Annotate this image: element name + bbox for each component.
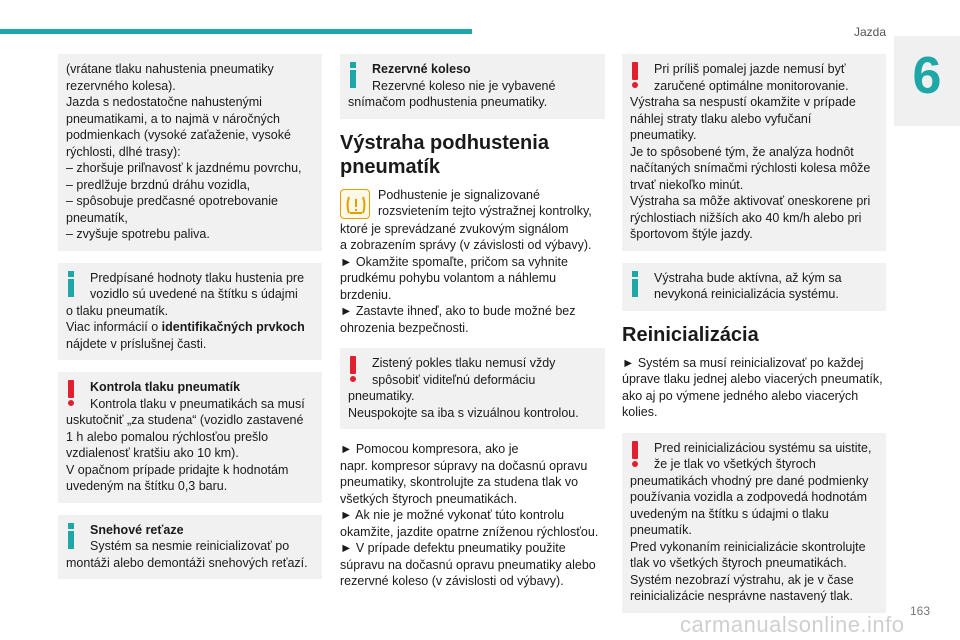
text-line: a zobrazením správy (v závislosti od výbavy).: [340, 238, 592, 252]
text-line: ► Okamžite spomaľte, pričom sa vyhnite: [340, 254, 568, 269]
info-icon: [68, 523, 74, 549]
section-heading-reinitialisation: Reinicializácia: [622, 323, 759, 346]
warning-icon: [632, 441, 638, 467]
box-text: nevykoná reinicializácia systému.: [654, 287, 839, 301]
text-line: ktoré je sprevádzané zvukovým signálom: [340, 221, 569, 236]
text-line: vzdialenosť kratšiu ako 10 km).: [66, 446, 239, 460]
watermark: carmanualsonline.info: [680, 612, 905, 637]
text-line: ako aj po výmene jedného alebo viacerých: [622, 388, 859, 403]
text-line: pneumatík.: [630, 523, 692, 537]
text-line: napr. kompresor súpravy na dočasnú opravu: [340, 458, 588, 473]
info-text: o tlaku pneumatík.: [66, 303, 169, 318]
box-text: [66, 412, 314, 495]
info-icon: [632, 271, 638, 297]
text-line: ► V prípade defektu pneumatiky použite: [340, 541, 566, 555]
info-icon: [350, 62, 356, 88]
warning-icon: [350, 356, 356, 382]
text-line: súpravu na dočasnú opravu pneumatiky alebo: [340, 557, 596, 572]
box-text: že je tlak vo všetkých štyroch: [654, 457, 816, 471]
text-line: úprave tlaku jednej alebo viacerých pneumatík,: [622, 372, 883, 386]
box-title: Kontrola tlaku pneumatík: [90, 380, 241, 394]
text-line: – predlžuje brzdnú dráhu vozidla,: [66, 177, 251, 192]
box-text: [348, 388, 597, 421]
text-line: ohrozenia bezpečnosti.: [340, 320, 469, 335]
box-text: Rezervné koleso nie je vybavené: [372, 78, 556, 93]
text-line: reinicializácie nesprávne nastavený tlak.: [630, 589, 854, 603]
text-line: rezervné koleso (v závislosti od výbavy).: [340, 574, 564, 588]
text-line: športovom štýle jazdy.: [630, 227, 753, 241]
text-line: – zhoršuje priľnavosť k jazdnému povrchu,: [66, 161, 302, 175]
text-line: uvedeným na štítku 0,3 baru.: [66, 479, 228, 493]
underinflation-instructions: Podhustenie je signalizované rozsvietením tejto výstražnej kontrolky, ktoré je sprevádzané zvukovým signálom a zobrazením správy (v závislosti od výbavy). ► Okamžite spomaľte, pričom sa vyhnite prudkému pohybu volantom a náhlemu brzdeniu. ► Zastavte ihneď, ako to bude možné bez ohrozenia bezpečnosti.: [340, 187, 605, 337]
text-line: rezervného kolesa).: [66, 78, 176, 93]
text-line: pneumatík,: [66, 210, 128, 225]
text-line: tlak vo všetkých štyroch pneumatikách.: [630, 556, 847, 570]
box-text: Systém sa nesmie reinicializovať po: [90, 539, 290, 553]
page-number: 163: [909, 604, 930, 618]
box-text: montáži alebo demontáži snehových reťazí.: [66, 555, 308, 570]
warning-box-before-reinit: [622, 433, 886, 613]
text-line: rýchlostiach nižších ako 40 km/h alebo pri: [630, 210, 862, 225]
text-line: – zvyšuje spotrebu paliva.: [66, 227, 210, 241]
warning-icon: [632, 62, 638, 88]
warning-box-deformation: [340, 348, 605, 429]
text-line: Neuspokojte sa iba s vizuálnou kontrolou.: [348, 405, 579, 420]
info-box-pressure-values: [58, 263, 322, 361]
text-line: Je to spôsobené tým, že analýza hodnôt: [630, 144, 854, 159]
text-line: pneumatikách vhodný pre dané podmienky: [630, 473, 869, 488]
warning-box-pressure-check: [58, 372, 322, 503]
reinitialisation-instructions: [622, 355, 886, 421]
box-title: Snehové reťaze: [90, 522, 184, 537]
text-line: používania vozidla a zodpovedá hodnotám: [630, 490, 867, 504]
box-text: spôsobiť viditeľnú deformáciu: [372, 372, 536, 387]
box-text: Kontrola tlaku v pneumatikách sa musí: [90, 396, 305, 411]
note-box-underinflation: [58, 54, 322, 251]
text-line: (vrátane tlaku nahustenia pneumatiky: [66, 62, 274, 76]
text-line: všetkých štyroch pneumatikách.: [340, 491, 518, 506]
box-text: Zistený pokles tlaku nemusí vždy: [372, 356, 556, 370]
info-text: vozidlo sú uvedené na štítku s údajmi: [90, 287, 298, 301]
text-line: prudkému pohybu volantom a náhlemu brzdeniu.: [340, 271, 557, 302]
text-line: ► Zastavte ihneď, ako to bude možné bez: [340, 304, 576, 318]
text-line: uskutočniť „za studena“ (vozidlo zastavené: [66, 413, 304, 427]
text-line: ► Pomocou kompresora, ako je: [340, 442, 519, 456]
column-2: [340, 54, 605, 602]
chapter-number-tab: 6: [894, 36, 960, 126]
text-line: podmienkach (vysoké zaťaženie, vysoké: [66, 128, 291, 142]
text-line: Výstraha sa môže aktivovať oneskorene pri: [630, 194, 871, 208]
chapter-name: Jazda: [853, 25, 886, 39]
header-accent-bar: [0, 29, 472, 34]
info-box-snow-chains: [58, 515, 322, 580]
box-text: Pri príliš pomalej jazde nemusí byť: [654, 62, 846, 76]
identification-link: identifikačných prvkoch: [161, 320, 305, 334]
box-text: Výstraha bude aktívna, až kým sa: [654, 270, 842, 285]
text-line: náhlej straty tlaku alebo vyfučaní pneumatiky.: [630, 111, 812, 142]
text-line: Systém nezobrazí výstrahu, ak je v čase: [630, 572, 854, 587]
text-line: rýchlosti, dlhé trasy):: [66, 144, 181, 159]
box-text: Pred reinicializáciou systému sa uistite,: [654, 440, 872, 455]
info-text: nájdete v príslušnej časti.: [66, 336, 207, 351]
info-box-alert-active: [622, 263, 886, 311]
text-line: okamžite, jazdite opatrne zníženou rýchlosťou.: [340, 524, 599, 539]
box-title: Rezervné koleso: [372, 62, 471, 76]
text-line: načítaných snímačmi rýchlosti kolesa môže: [630, 161, 871, 175]
warning-icon: [68, 380, 74, 406]
text-line: Výstraha sa nespustí okamžite v prípade: [630, 95, 856, 109]
compressor-instructions: [340, 441, 605, 590]
box-text: [630, 94, 878, 243]
column-1: [58, 54, 322, 591]
section-heading-underinflation: Výstraha podhustenia pneumatík: [340, 131, 549, 178]
box-text: [630, 473, 878, 605]
box-text: snímačom podhustenia pneumatiky.: [348, 95, 548, 109]
text-line: trvať niekoľko minút.: [630, 177, 744, 192]
text-line: pneumatiky, skontrolujte za studena tlak vo: [340, 475, 579, 489]
info-icon: [68, 271, 74, 297]
text-line: 1 h alebo pomalou rýchlosťou prešlo: [66, 429, 269, 444]
column-3: [622, 54, 886, 625]
text-line: kolies.: [622, 405, 658, 419]
note-text: [66, 61, 314, 243]
info-text: Predpísané hodnoty tlaku hustenia pre: [90, 270, 305, 285]
text-line: ► Systém sa musí reinicializovať po každej: [622, 355, 864, 370]
text-line: – spôsobuje predčasné opotrebovanie: [66, 194, 278, 208]
tyre-pressure-warning-icon: [340, 189, 370, 219]
info-box-spare-wheel: [340, 54, 605, 119]
info-text: Viac informácií o identifikačných prvkoch: [66, 320, 305, 334]
text-line: uvedeným na štítku s údajmi o tlaku: [630, 506, 829, 521]
text-line: V opačnom prípade pridajte k hodnotám: [66, 462, 289, 477]
text-line: Jazda s nedostatočne nahustenými: [66, 95, 262, 109]
warning-box-slow-driving: [622, 54, 886, 251]
text-line: pneumatiky.: [348, 389, 415, 403]
box-text: zaručené optimálne monitorovanie.: [654, 78, 849, 93]
text-line: pneumatikami, a to najmä v náročných: [66, 111, 280, 126]
text-line: Pred vykonaním reinicializácie skontrolujte: [630, 539, 866, 554]
text-line: ► Ak nie je možné vykonať túto kontrolu: [340, 508, 565, 522]
